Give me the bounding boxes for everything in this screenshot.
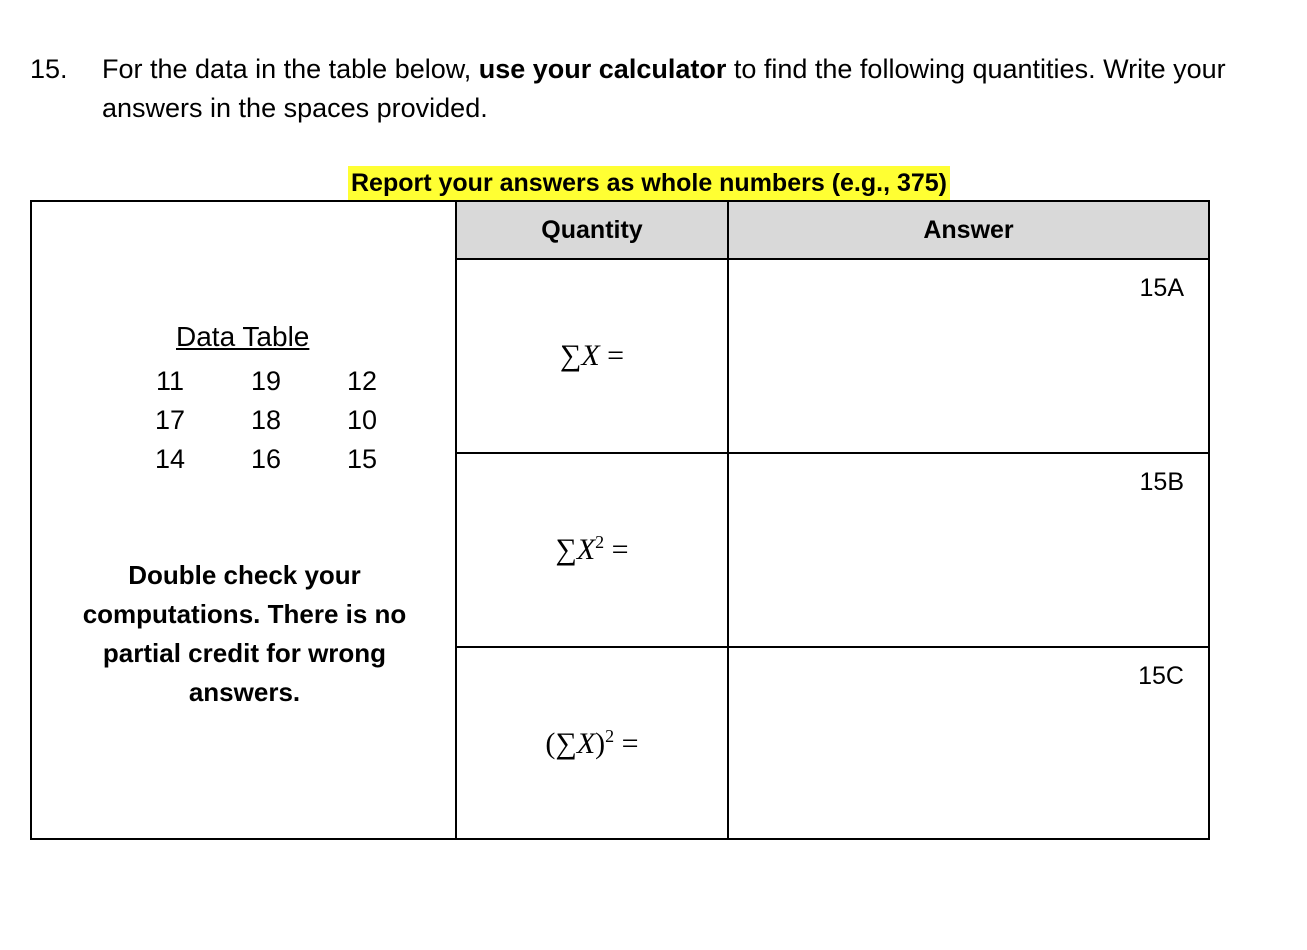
question-number: 15. [30,54,68,84]
squared-sum-x-expression [545,727,638,761]
data-value: 17 [154,405,186,435]
quantity-cell-15b [457,454,729,646]
answer-label-15c: 15C [1138,662,1184,690]
data-table-row [122,362,410,401]
double-check-note: Double check your computations. There is no partial credit for wrong answers. [82,560,407,707]
data-table-row [122,440,410,479]
expr-open: ( [545,727,556,760]
data-value: 19 [250,366,282,396]
expr-equals: = [604,533,629,566]
instruction-highlight: Report your answers as whole numbers (e.g., 375) [348,166,950,200]
data-value: 15 [346,444,378,474]
quantity-cell-15a [457,260,729,452]
data-value: 10 [346,405,378,435]
answer-cell-15a[interactable] [729,260,1208,452]
sum-x-squared-expression [555,533,628,567]
question-text-end: to find the following quantities. Write your answers in the spaces provided. [102,54,1226,123]
data-panel [32,202,457,838]
quantity-cell-15c [457,648,729,840]
answer-label-15a: 15A [1139,274,1184,302]
data-value: 16 [250,444,282,474]
expr-exponent: 2 [605,726,615,746]
sigma-symbol: ∑ [559,339,582,372]
data-value: 18 [250,405,282,435]
data-value: 11 [155,366,185,396]
answer-cell-15b[interactable] [729,454,1208,646]
answer-header: Answer [729,202,1208,260]
sum-x-expression [560,339,624,373]
question-text-start: For the data in the table below, [102,54,479,84]
expr-variable: X [581,339,600,372]
expr-exponent: 2 [595,532,605,552]
expr-equals: = [614,727,639,760]
expr-close: ) [595,727,606,760]
expr-variable: X [576,533,596,566]
answer-label-15b: 15B [1139,468,1184,496]
data-value: 12 [346,366,378,396]
question-text [102,50,1292,128]
expr-equals: = [599,339,625,372]
answer-table [30,200,1210,840]
question-text-bold: use your calculator [478,54,727,84]
data-table-title: Data Table [176,321,310,352]
sigma-symbol: ∑ [555,727,577,760]
expr-variable: X [576,727,596,760]
data-table-row [122,401,410,440]
data-table-grid [122,362,410,479]
sigma-symbol: ∑ [555,533,577,566]
answer-cell-15c[interactable] [729,648,1208,840]
data-value: 14 [154,444,186,474]
quantity-header: Quantity [457,202,729,260]
